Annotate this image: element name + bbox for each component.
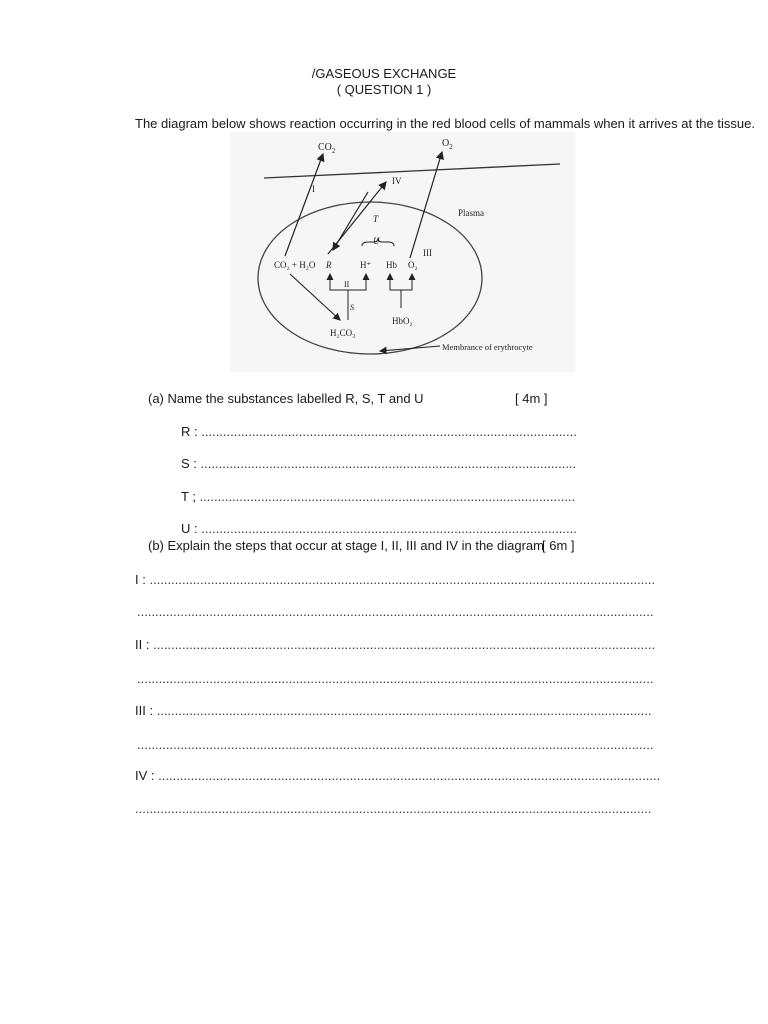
- label-hbo2: HbO₂: [392, 316, 413, 326]
- label-hb: Hb: [386, 260, 397, 270]
- answer-dots: ...........................................................................................................................................: [153, 637, 656, 652]
- answer-line-II-continued[interactable]: ...............................................................................................................................................: [137, 671, 654, 686]
- answer-dots: ........................................................................................................: [200, 456, 577, 471]
- co2-top-label: $CO_2$: [318, 142, 336, 155]
- part-a-question: (a) Name the substances labelled R, S, T and U: [148, 391, 424, 406]
- answer-label: U :: [181, 521, 198, 536]
- label-o2-inner: O₂: [408, 260, 418, 270]
- label-T: T: [373, 214, 379, 224]
- label-S: S: [350, 303, 354, 312]
- answer-label: S :: [181, 456, 197, 471]
- page-title: /GASEOUS EXCHANGE: [311, 66, 457, 81]
- label-III: III: [423, 248, 432, 258]
- part-b-question: (b) Explain the steps that occur at stage I, II, III and IV in the diagram: [148, 538, 544, 553]
- answer-dots: ............................................................................................................................................: [149, 572, 656, 587]
- answer-label: R :: [181, 424, 198, 439]
- label-co2-h2o: CO₂ + H₂O: [274, 260, 316, 270]
- answer-line-T[interactable]: [181, 489, 575, 504]
- answer-dots: ...........................................................................................................................................: [158, 768, 661, 783]
- label-h-plus: H⁺: [360, 260, 372, 270]
- answer-label: IV :: [135, 768, 155, 783]
- answer-line-U[interactable]: [181, 521, 577, 536]
- label-h2co3: H₂CO₃: [330, 328, 356, 338]
- answer-label: III :: [135, 703, 154, 718]
- answer-label: T ;: [181, 489, 196, 504]
- rbc-diagram: [230, 132, 575, 372]
- page-subtitle: ( QUESTION 1 ): [336, 82, 432, 97]
- answer-line-S[interactable]: [181, 456, 576, 471]
- answer-line-III-continued[interactable]: ...............................................................................................................................................: [137, 737, 654, 752]
- diagram-background: [230, 132, 575, 372]
- answer-dots: ........................................................................................................: [199, 489, 576, 504]
- answer-dots: ........................................................................................................: [201, 424, 577, 439]
- part-b-marks: [ 6m ]: [542, 538, 575, 553]
- label-II: II: [344, 280, 350, 289]
- answer-label: I :: [135, 572, 146, 587]
- o2-top-label: $O_2$: [442, 138, 453, 151]
- answer-dots: ........................................................................................................: [201, 521, 577, 536]
- answer-line-III[interactable]: [135, 703, 652, 718]
- label-IV: IV: [392, 176, 402, 186]
- answer-line-IV-continued[interactable]: ...............................................................................................................................................: [135, 801, 652, 816]
- label-R: R: [326, 260, 332, 270]
- label-membrane: Membrance of erythrocyte: [442, 342, 533, 352]
- answer-line-IV[interactable]: [135, 768, 660, 783]
- part-a-marks: [ 4m ]: [515, 391, 548, 406]
- label-plasma: Plasma: [458, 208, 484, 218]
- answer-label: II :: [135, 637, 150, 652]
- answer-line-R[interactable]: [181, 424, 577, 439]
- answer-line-I-continued[interactable]: ...............................................................................................................................................: [137, 604, 654, 619]
- answer-line-II[interactable]: [135, 637, 655, 652]
- answer-dots: .........................................................................................................................................: [156, 703, 652, 718]
- intro-text: The diagram below shows reaction occurring in the red blood cells of mammals when it arrives at the tissue.: [135, 116, 755, 131]
- label-U: U: [373, 236, 380, 246]
- answer-line-I[interactable]: [135, 572, 655, 587]
- label-I: I: [312, 184, 315, 194]
